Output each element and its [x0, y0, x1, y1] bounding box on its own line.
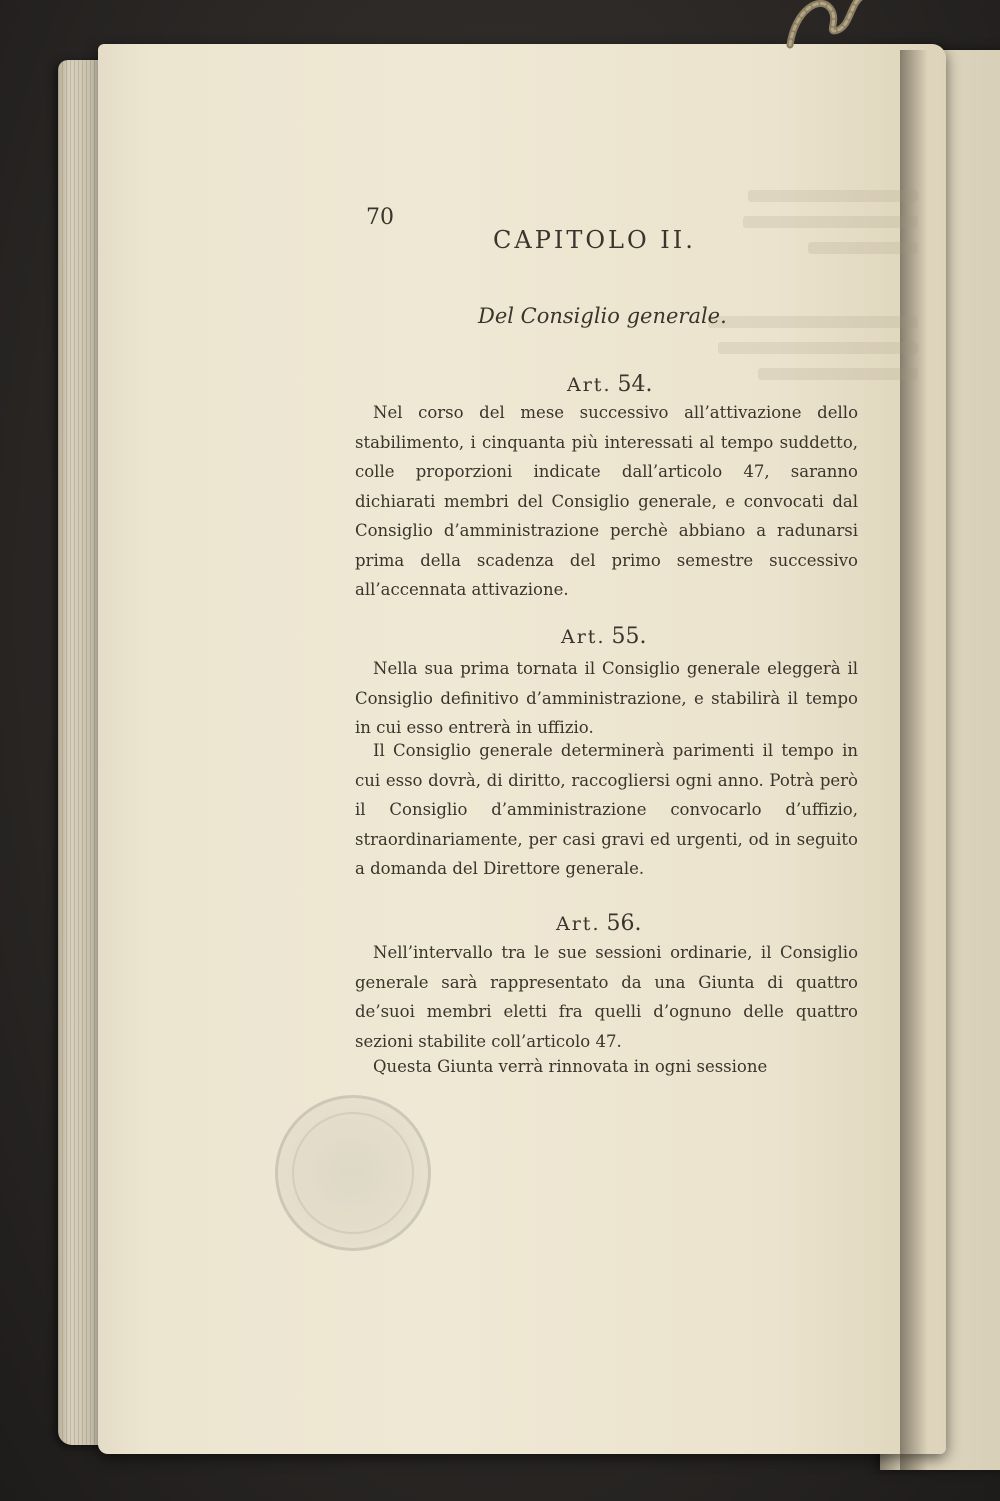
bleed-through [808, 242, 918, 254]
article-label: Art. [561, 626, 606, 648]
article-heading [561, 624, 646, 649]
article-paragraph: Il Consiglio generale determinerà parimenti il tempo in cui esso dovrà, di diritto, raccogliersi ogni anno. Potrà però il Consiglio d’amministrazione convocarlo d’uffizio, straordinariamente, per casi gravi ed urgenti, od in seguito a domanda del Direttore generale. [355, 741, 858, 878]
bleed-through [718, 342, 918, 354]
library-stamp-icon [275, 1095, 431, 1251]
article-paragraph: Questa Giunta verrà rinnovata in ogni sessione [373, 1057, 768, 1076]
bleed-through [758, 368, 918, 380]
article-paragraph: Nella sua prima tornata il Consiglio generale eleggerà il Consiglio definitivo d’amministrazione, e stabilirà il tempo in cui esso entrerà in uffizio. [355, 659, 858, 737]
bleed-through [743, 216, 918, 228]
article-paragraph: Nell’intervallo tra le sue sessioni ordinarie, il Consiglio generale sarà rappresentato da una Giunta di quattro de’suoi membri eletti fra quelli d’ognuno delle quattro sezioni stabilite coll’articolo 47. [355, 943, 858, 1051]
article-label: Art. [556, 913, 601, 935]
article-number: 56. [606, 911, 642, 936]
bleed-through [708, 316, 918, 328]
article-paragraph: Nel corso del mese successivo all’attivazione dello stabilimento, i cinquanta più interessati al tempo suddetto, colle proporzioni indicate dall’articolo 47, saranno dichiarati membri del Consiglio generale, e convocati dal Consiglio d’amministrazione perchè abbiano a radunarsi prima della scadenza del primo semestre successivo all’accennata attivazione. [355, 403, 858, 599]
article-heading [567, 372, 652, 397]
article-label: Art. [567, 374, 612, 396]
chapter-title: CAPITOLO II. [493, 226, 696, 254]
section-title: Del Consiglio generale. [478, 304, 727, 328]
article-number: 55. [611, 624, 647, 649]
article-heading [556, 911, 641, 936]
binding-string-icon [780, 0, 870, 50]
gutter-shadow [900, 50, 928, 1470]
article-number: 54. [617, 372, 653, 397]
page-number: 70 [366, 205, 394, 230]
bleed-through [748, 190, 918, 202]
